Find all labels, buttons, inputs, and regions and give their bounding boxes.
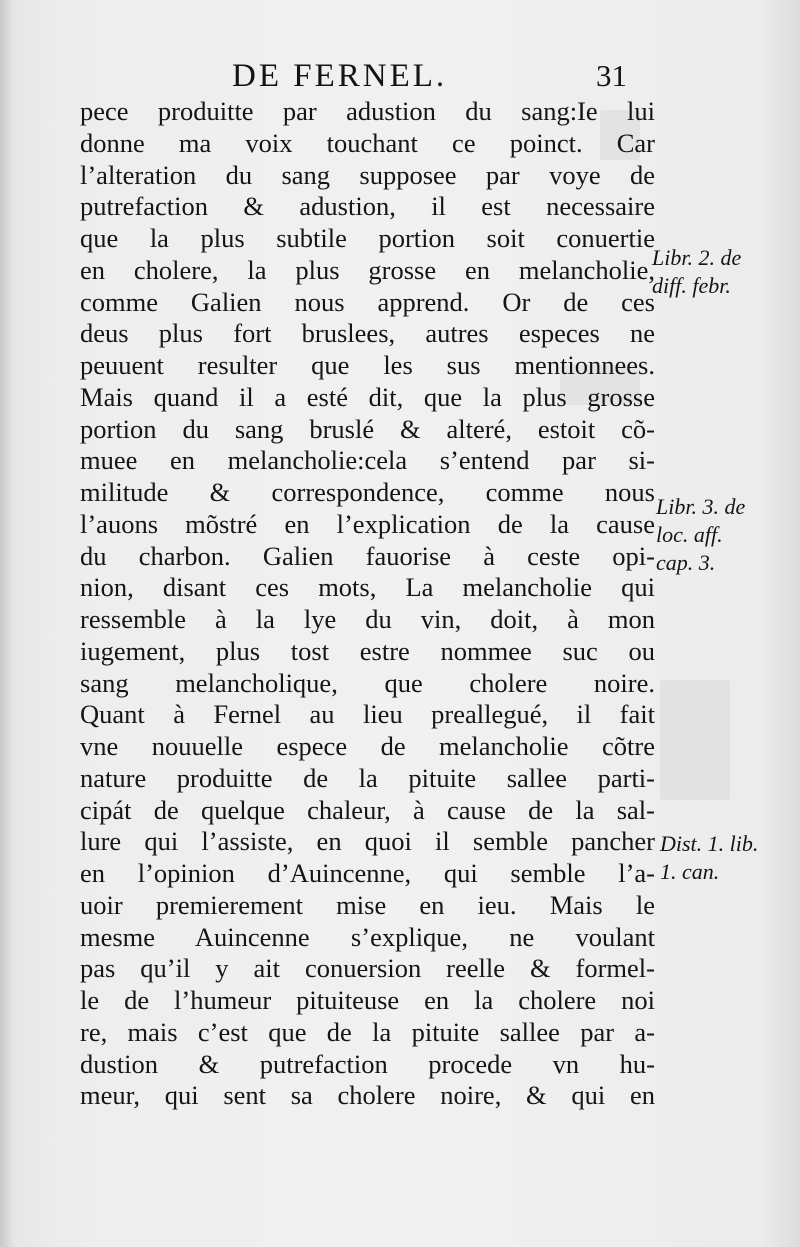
text-line: vne nouuelle espece de melancholie cõtre xyxy=(80,731,655,761)
text-line: uoir premierement mise en ieu. Mais le xyxy=(80,889,655,920)
text-line: donne ma voix touchant ce poinct. Car xyxy=(80,127,655,158)
text-line: que la plus subtile portion soit conuertie xyxy=(80,223,655,253)
text-line: meur, qui sent sa cholere noire, & qui en xyxy=(80,1080,655,1111)
text-line: le de l’humeur pituiteuse en la cholere noi xyxy=(80,985,655,1015)
text-line: militude & correspondence, comme nous xyxy=(80,477,655,507)
margin-note-dist-1-lib-1-can xyxy=(660,830,758,886)
text-line: l’auons mõstré en l’explication de la cause xyxy=(80,508,655,539)
body-text xyxy=(80,96,655,1112)
text-line: deus plus fort bruslees, autres especes ne xyxy=(80,318,655,349)
text-line: peuuent resulter que les sus mentionnees. xyxy=(80,350,655,380)
margin-note-line: diff. febr. xyxy=(652,273,731,298)
text-line: cipát de quelque chaleur, à cause de la sal- xyxy=(80,794,655,825)
text-line: nature produitte de la pituite sallee parti- xyxy=(80,762,655,793)
text-line: iugement, plus tost estre nommee suc ou xyxy=(80,635,655,666)
margin-note-line: cap. 3. xyxy=(656,550,716,575)
page-number: 31 xyxy=(596,58,627,93)
text-line: putrefaction & adustion, il est necessaire xyxy=(80,191,655,222)
text-line: mesme Auincenne s’explique, ne voulant xyxy=(80,921,655,952)
margin-note-line: 1. can. xyxy=(660,859,720,884)
text-line: du charbon. Galien fauorise à ceste opi- xyxy=(80,540,655,571)
text-line: portion du sang bruslé & alteré, estoit cõ- xyxy=(80,413,655,444)
text-line: l’alteration du sang supposee par voye de xyxy=(80,159,655,190)
margin-note-line: Dist. 1. lib. xyxy=(660,831,759,856)
text-line: pas qu’il y ait conuersion reelle & formel- xyxy=(80,953,655,984)
text-line: muee en melancholie:cela s’entend par si- xyxy=(80,445,655,476)
margin-note-line: Libr. 2. de xyxy=(652,245,742,270)
text-line: en cholere, la plus grosse en melancholie, xyxy=(80,254,655,285)
text-line: sang melancholique, que cholere noire. xyxy=(80,667,655,698)
margin-note-libr-3-de-loc-aff xyxy=(656,493,745,577)
text-line: re, mais c’est que de la pituite sallee par a- xyxy=(80,1016,655,1047)
text-line: lure qui l’assiste, en quoi il semble pancher xyxy=(80,826,655,857)
text-line: Mais quand il a esté dit, que la plus grosse xyxy=(80,381,655,412)
text-line: nion, disant ces mots, La melancholie qui xyxy=(80,572,655,603)
text-line: ressemble à la lye du vin, doit, à mon xyxy=(80,604,655,634)
margin-note-line: loc. aff. xyxy=(656,522,723,547)
show-through-blot xyxy=(660,680,730,800)
page-header xyxy=(0,58,800,98)
text-line: comme Galien nous apprend. Or de ces xyxy=(80,286,655,317)
text-line: pece produitte par adustion du sang:Ie lui xyxy=(80,96,655,126)
text-line: Quant à Fernel au lieu preallegué, il fait xyxy=(80,699,655,730)
margin-note-libr-2-de-diff-febr xyxy=(652,244,741,300)
text-line: dustion & putrefaction procede vn hu- xyxy=(80,1048,655,1079)
margin-note-line: Libr. 3. de xyxy=(656,494,746,519)
running-head: DE FERNEL. xyxy=(232,58,448,94)
text-line: en l’opinion d’Auincenne, qui semble l’a- xyxy=(80,858,655,888)
